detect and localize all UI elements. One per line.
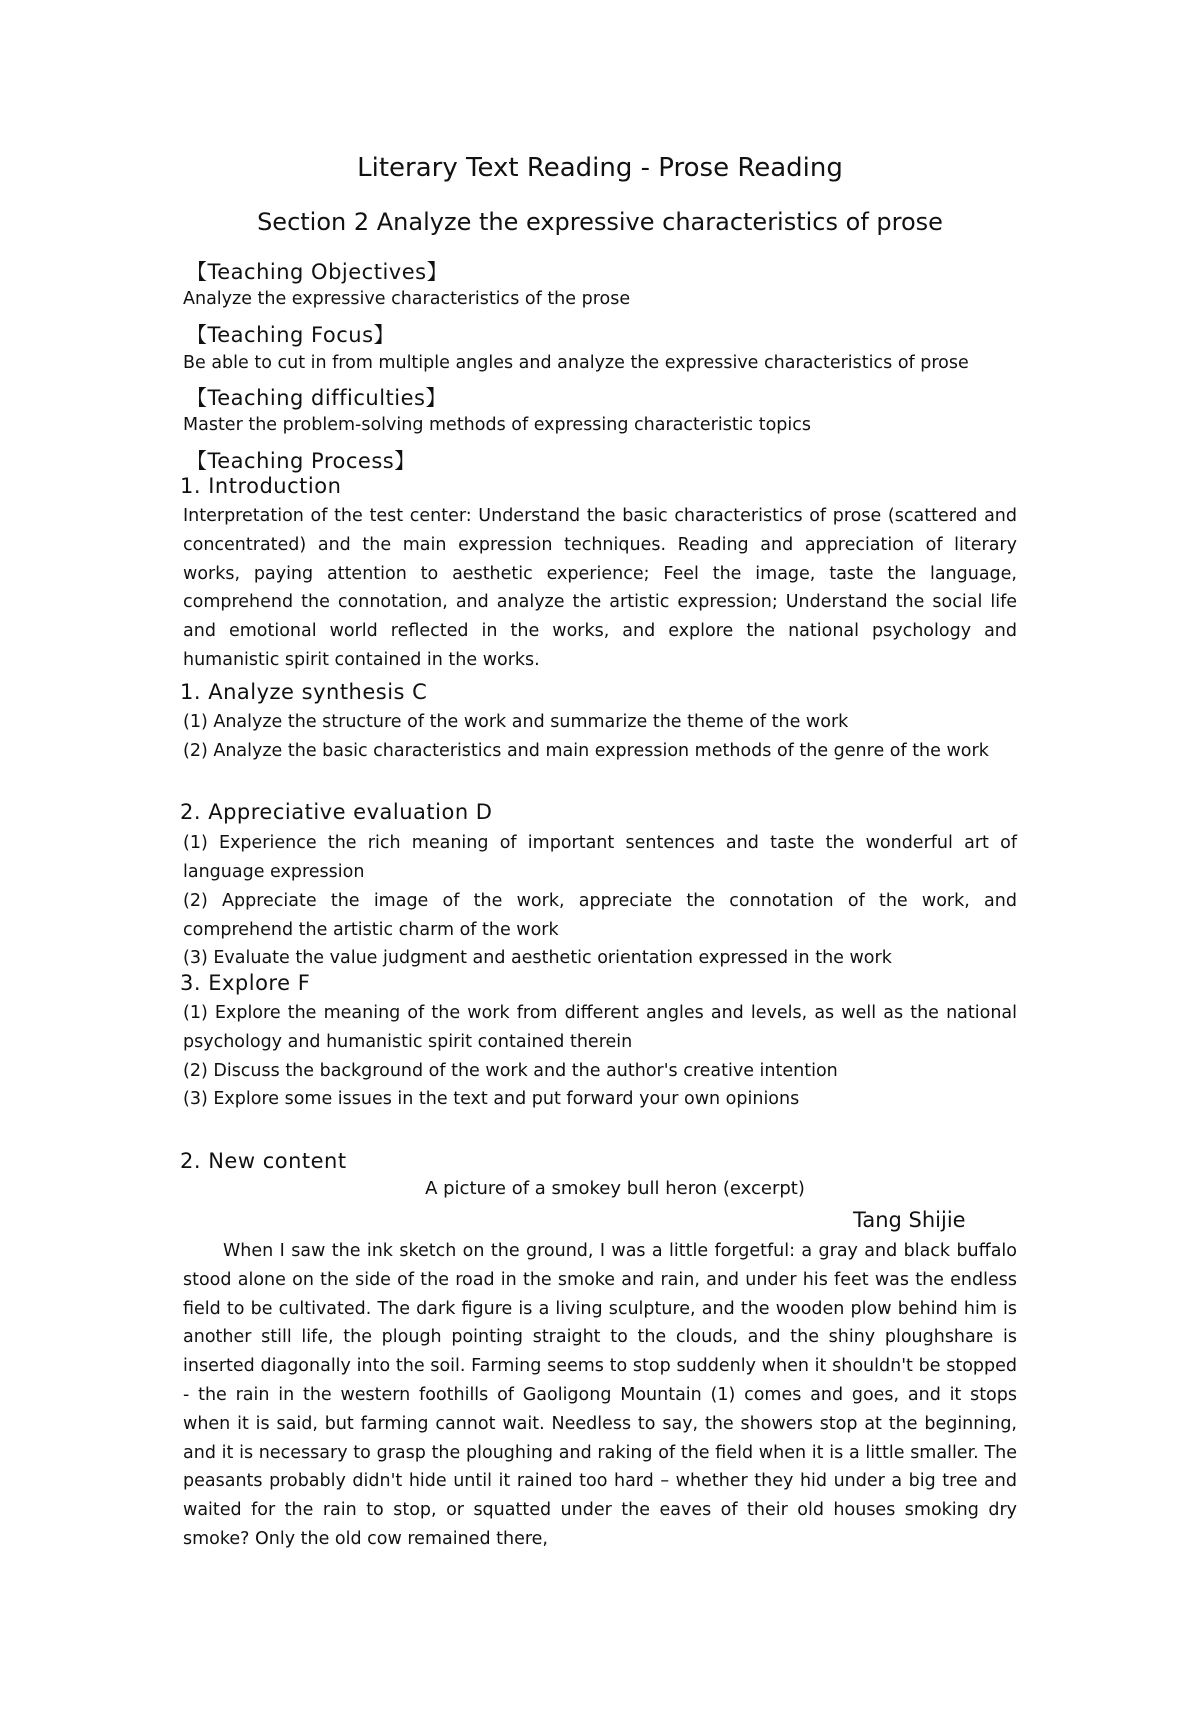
objectives-text: Analyze the expressive characteristics of the prose	[183, 289, 631, 309]
objectives-heading: 【Teaching Objectives】	[186, 260, 449, 284]
focus-text: Be able to cut in from multiple angles and analyze the expressive characteristics of prose	[183, 353, 969, 373]
new-content-heading: 2. New content	[180, 1149, 347, 1173]
introduction-text: Interpretation of the test center: Understand the basic characteristics of prose (scattered and concentrated) and the main expression techniques. Reading and appreciation of literary works, paying attention to aesthetic experience; Feel the image, taste the language, comprehend the connotation, and analyze the artistic expression; Understand the social life and emotional world reflected in the works, and explore the national psychology and humanistic spirit contained in the works.	[183, 506, 1017, 670]
appreciative-heading: 2. Appreciative evaluation D	[180, 800, 493, 824]
appreciative-item: (2) Appreciate the image of the work, appreciate the connotation of the work, and comprehend the artistic charm of the work	[183, 891, 1017, 940]
explore-item: (1) Explore the meaning of the work from different angles and levels, as well as the national psychology and humanistic spirit contained therein	[183, 1003, 1017, 1052]
appreciative-item: (1) Experience the rich meaning of important sentences and taste the wonderful art of language expression	[183, 833, 1017, 882]
explore-item: (3) Explore some issues in the text and put forward your own opinions	[183, 1089, 800, 1109]
excerpt-author: Tang Shijie	[853, 1208, 966, 1232]
analyze-item: (1) Analyze the structure of the work and summarize the theme of the work	[183, 712, 849, 732]
difficulties-heading: 【Teaching difficulties】	[186, 386, 447, 410]
section-subtitle: Section 2 Analyze the expressive characteristics of prose	[257, 208, 943, 236]
introduction-heading: 1. Introduction	[180, 474, 342, 498]
analyze-item: (2) Analyze the basic characteristics and main expression methods of the genre of the work	[183, 741, 989, 761]
explore-item: (2) Discuss the background of the work and the author's creative intention	[183, 1061, 838, 1081]
document-title: Literary Text Reading - Prose Reading	[357, 153, 843, 183]
analyze-heading: 1. Analyze synthesis C	[180, 680, 428, 704]
explore-heading: 3. Explore F	[180, 971, 311, 995]
excerpt-title: A picture of a smokey bull heron (excerpt)	[425, 1178, 805, 1199]
appreciative-item: (3) Evaluate the value judgment and aesthetic orientation expressed in the work	[183, 948, 892, 968]
process-heading: 【Teaching Process】	[186, 449, 416, 473]
excerpt-text: When I saw the ink sketch on the ground, I was a little forgetful: a gray and black buffalo stood alone on the side of the road in the smoke and rain, and under his feet was the endless field to be cultivated. The dark figure is a living sculpture, and the wooden plow behind him is another still life, the plough pointing straight to the clouds, and the shiny ploughshare is inserted diagonally into the soil. Farming seems to stop suddenly when it shouldn't be stopped - the rain in the western foothills of Gaoligong Mountain (1) comes and goes, and it stops when it is said, but farming cannot wait. Needless to say, the showers stop at the beginning, and it is necessary to grasp the ploughing and raking of the field when it is a little smaller. The peasants probably didn't hide until it rained too hard – whether they hid under a big tree and waited for the rain to stop, or squatted under the eaves of their old houses smoking dry smoke? Only the old cow remained there,	[183, 1241, 1017, 1549]
difficulties-text: Master the problem-solving methods of expressing characteristic topics	[183, 415, 812, 435]
focus-heading: 【Teaching Focus】	[186, 323, 396, 347]
